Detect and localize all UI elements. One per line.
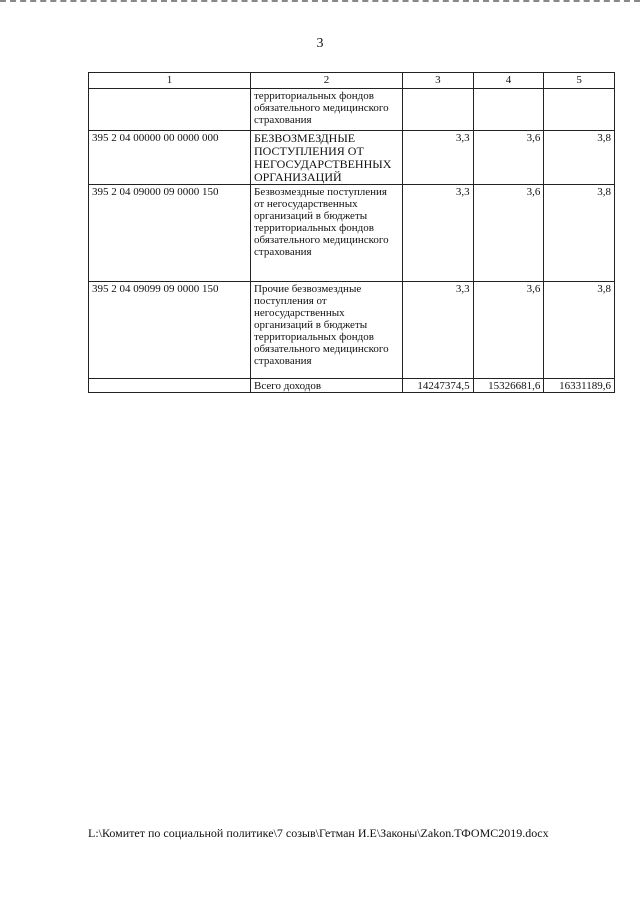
table-row xyxy=(89,89,615,131)
row-value-col3: 3,3 xyxy=(403,131,474,185)
total-code xyxy=(89,379,251,393)
row-value-col4: 3,6 xyxy=(473,282,544,379)
row-value-col4: 3,6 xyxy=(473,131,544,185)
table-header-row xyxy=(89,73,615,89)
header-col-3: 3 xyxy=(403,73,474,89)
row-value-col4: 3,6 xyxy=(473,185,544,282)
scan-top-edge xyxy=(0,0,640,5)
total-value-col4: 15326681,6 xyxy=(473,379,544,393)
footer-file-path: L:\Комитет по социальной политике\7 созыв\Гетман И.Е\Законы\Zakon.ТФОМС2019.docx xyxy=(88,826,549,840)
row-code: 395 2 04 09000 09 0000 150 xyxy=(89,185,251,282)
header-col-5: 5 xyxy=(544,73,615,89)
row-value-col5: 3,8 xyxy=(544,131,615,185)
table-total-row xyxy=(89,379,615,393)
table-row xyxy=(89,282,615,379)
row-value-col3: 3,3 xyxy=(403,282,474,379)
row-value-col4 xyxy=(473,89,544,131)
row-name: территориальных фондов обязательного медицинского страхования xyxy=(251,89,403,131)
total-label: Всего доходов xyxy=(251,379,403,393)
row-name: Безвозмездные поступления от негосударственных организаций в бюджеты территориальных фондов обязательного медицинского страхования xyxy=(251,185,403,282)
total-value-col3: 14247374,5 xyxy=(403,379,474,393)
row-name: Прочие безвозмездные поступления от негосударственных организаций в бюджеты территориальных фондов обязательного медицинского страхования xyxy=(251,282,403,379)
row-value-col5 xyxy=(544,89,615,131)
revenue-table xyxy=(88,72,615,393)
row-value-col3 xyxy=(403,89,474,131)
row-name: БЕЗВОЗМЕЗДНЫЕ ПОСТУПЛЕНИЯ ОТ НЕГОСУДАРСТВЕННЫХ ОРГАНИЗАЦИЙ xyxy=(251,131,403,185)
header-col-4: 4 xyxy=(473,73,544,89)
header-col-2: 2 xyxy=(251,73,403,89)
row-code xyxy=(89,89,251,131)
page-number: 3 xyxy=(316,36,324,51)
total-value-col5: 16331189,6 xyxy=(544,379,615,393)
table-row xyxy=(89,131,615,185)
header-col-1: 1 xyxy=(89,73,251,89)
table-row xyxy=(89,185,615,282)
row-value-col5: 3,8 xyxy=(544,185,615,282)
row-value-col5: 3,8 xyxy=(544,282,615,379)
row-code: 395 2 04 00000 00 0000 000 xyxy=(89,131,251,185)
row-code: 395 2 04 09099 09 0000 150 xyxy=(89,282,251,379)
row-value-col3: 3,3 xyxy=(403,185,474,282)
